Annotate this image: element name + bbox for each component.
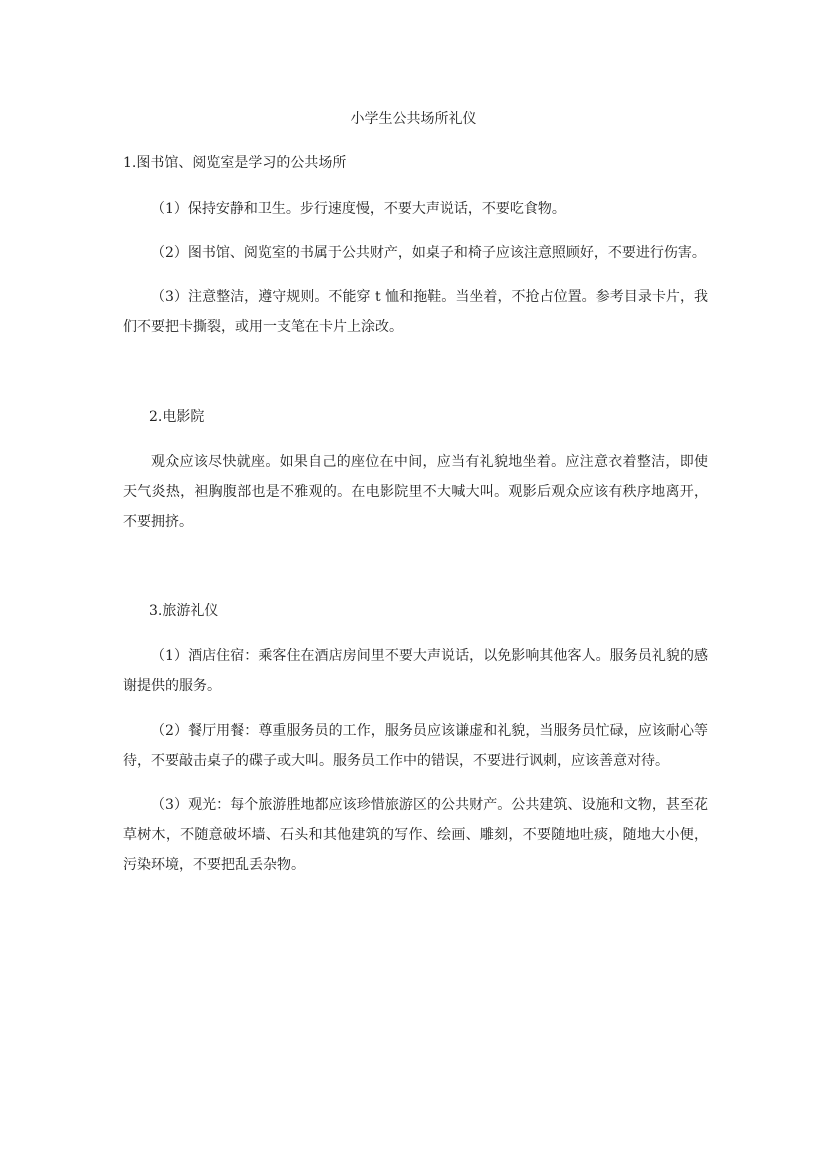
page-title: 小学生公共场所礼仪 — [350, 111, 477, 127]
paragraph-library-2: （2）图书馆、阅览室的书属于公共财产，如桌子和椅子应该注意照顾好，不要进行伤害。 — [151, 245, 706, 261]
section-heading-library: 1.图书馆、阅览室是学习的公共场所 — [123, 155, 347, 171]
section-heading-travel: 3.旅游礼仪 — [149, 603, 219, 619]
paragraph-library-3: （3）注意整洁，遵守规则。不能穿 t 恤和拖鞋。当坐着，不抢占位置。参考目录卡片，我们不要把卡撕裂，或用一支笔在卡片上涂改。 — [123, 289, 708, 335]
section-heading-cinema: 2.电影院 — [149, 409, 205, 425]
paragraph-cinema-1: 观众应该尽快就座。如果自己的座位在中间，应当有礼貌地坐着。应注意衣着整洁，即使天气炎热，袒胸腹部也是不雅观的。在电影院里不大喊大叫。观影后观众应该有秩序地离开，不要拥挤。 — [123, 454, 708, 530]
paragraph-travel-1: （1）酒店住宿：乘客住在酒店房间里不要大声说话，以免影响其他客人。服务员礼貌的感谢提供的服务。 — [123, 648, 708, 694]
paragraph-travel-3: （3）观光：每个旅游胜地都应该珍惜旅游区的公共财产。公共建筑、设施和文物，甚至花草树木，不随意破坏墙、石头和其他建筑的写作、绘画、雕刻，不要随地吐痰，随地大小便，污染环境，不要把乱丢杂物。 — [123, 797, 708, 873]
paragraph-library-1: （1）保持安静和卫生。步行速度慢，不要大声说话，不要吃食物。 — [151, 201, 566, 217]
paragraph-travel-2: （2）餐厅用餐：尊重服务员的工作，服务员应该谦虚和礼貌，当服务员忙碌，应该耐心等待，不要敲击桌子的碟子或大叫。服务员工作中的错误，不要进行讽刺，应该善意对待。 — [123, 723, 708, 769]
